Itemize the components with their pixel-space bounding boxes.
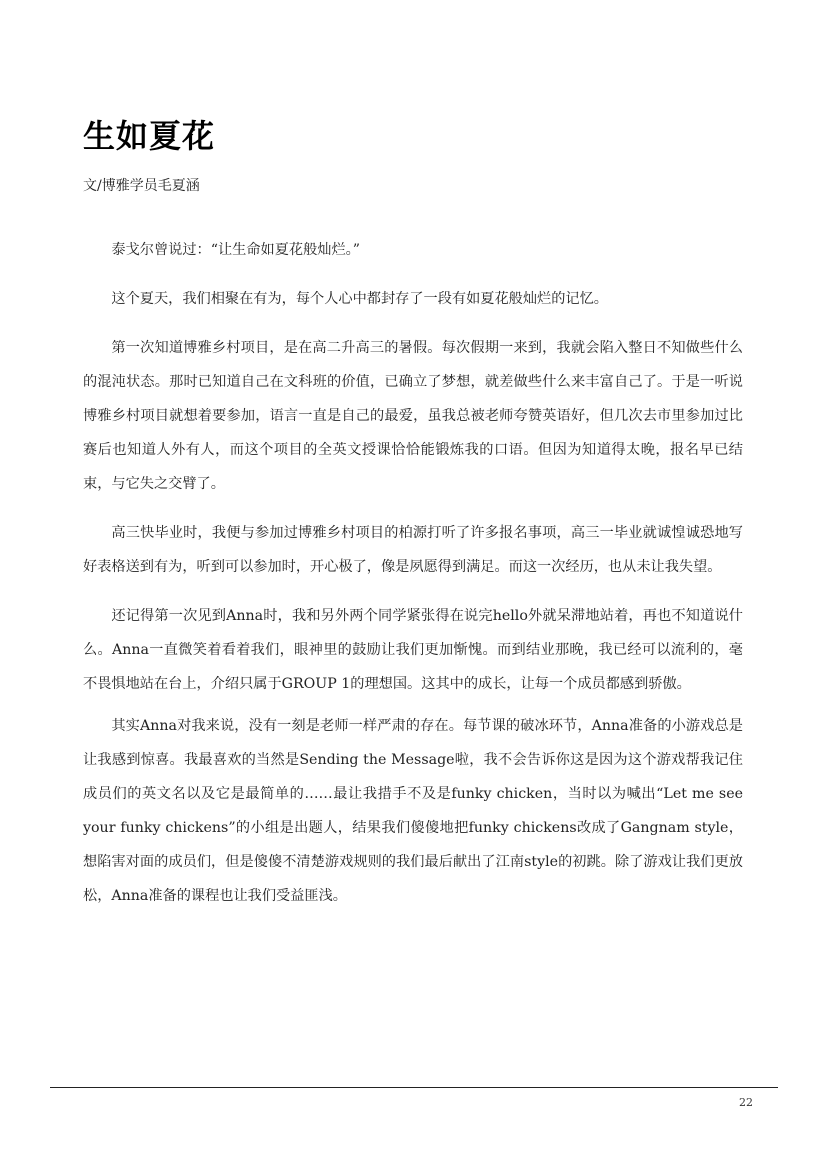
paragraph: 泰戈尔曾说过：“让生命如夏花般灿烂。” bbox=[111, 242, 360, 258]
paragraph: 高三快毕业时，我便与参加过博雅乡村项目的柏源打听了许多报名事项，高三一毕业就诚惶诚恐地写好表格送到有为，听到可以参加时，开心极了，像是夙愿得到满足。而这一次经历，也从未让我失望。 bbox=[83, 525, 743, 575]
article-title: 生如夏花 bbox=[83, 117, 216, 155]
article-byline: 文/博雅学员毛夏涵 bbox=[83, 178, 200, 194]
page-number: 22 bbox=[739, 1096, 753, 1109]
paragraph: 还记得第一次见到Anna时，我和另外两个同学紧张得在说完hello外就呆滞地站着，再也不知道说什么。Anna一直微笑着看着我们，眼神里的鼓励让我们更加惭愧。而到结业那晚，我已经可以流利的，毫不畏惧地站在台上，介绍只属于GROUP 1的理想国。这其中的成长，让每一个成员都感到骄傲。 bbox=[83, 608, 743, 692]
paragraph: 第一次知道博雅乡村项目，是在高二升高三的暑假。每次假期一来到，我就会陷入整日不知做些什么的混沌状态。那时已知道自己在文科班的价值，已确立了梦想，就差做些什么来丰富自己了。于是一听说博雅乡村项目就想着要参加，语言一直是自己的最爱，虽我总被老师夸赞英语好，但几次去市里参加过比赛后也知道人外有人，而这个项目的全英文授课恰恰能锻炼我的口语。但因为知道得太晚，报名早已结束，与它失之交臂了。 bbox=[83, 340, 743, 492]
paragraph: 其实Anna对我来说，没有一刻是老师一样严肃的存在。每节课的破冰环节，Anna准备的小游戏总是让我感到惊喜。我最喜欢的当然是Sending the Message啦，我不会告诉你这是因为这个游戏帮我记住成员们的英文名以及它是最简单的……最让我措手不及是funky chicken，当时以为喊出“Let me see your funky chickens”的小组是出题人，结果我们傻傻地把funky chickens改成了Gangnam style，想陷害对面的成员们，但是傻傻不清楚游戏规则的我们最后献出了江南style的初跳。除了游戏让我们更放松，Anna准备的课程也让我们受益匪浅。 bbox=[83, 718, 743, 904]
paragraph: 这个夏天，我们相聚在有为，每个人心中都封存了一段有如夏花般灿烂的记忆。 bbox=[111, 291, 608, 307]
article-body bbox=[83, 233, 743, 913]
footer-divider bbox=[50, 1087, 778, 1088]
